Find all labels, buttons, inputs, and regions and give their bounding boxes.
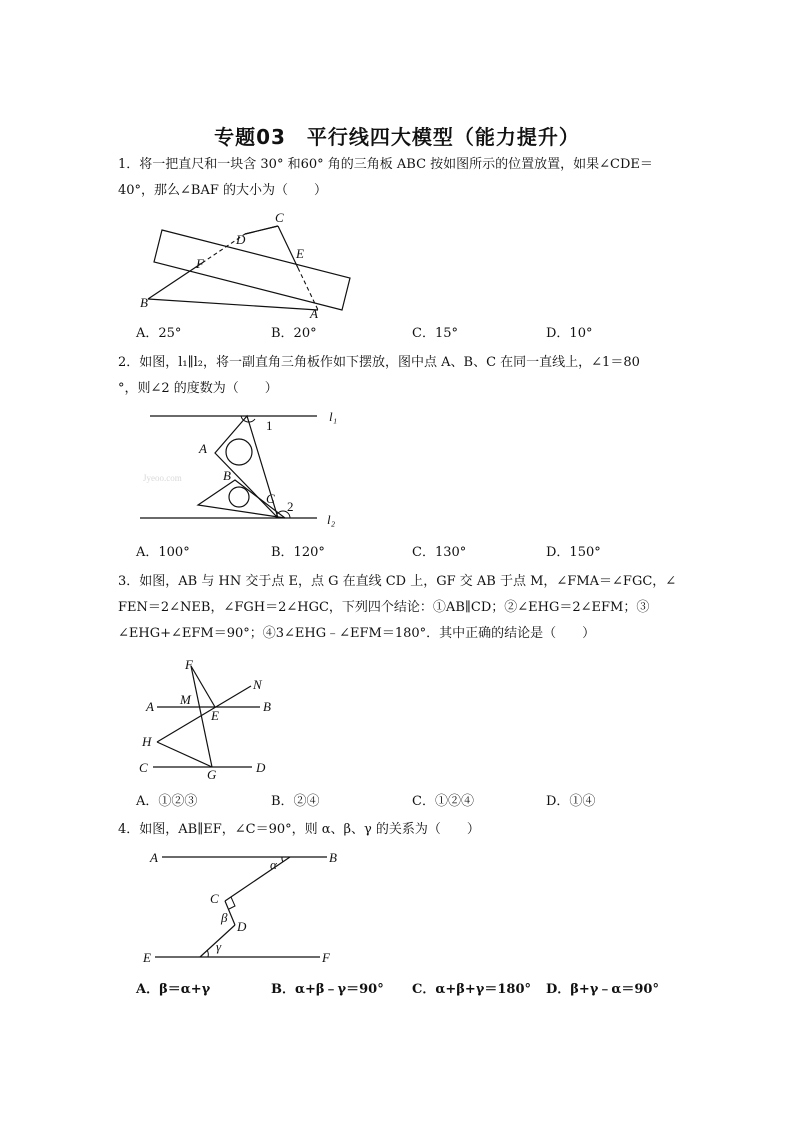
fig1-label-D: D [236,232,246,247]
question-3-line2: FEN＝2∠NEB，∠FGH＝2∠HGC，下列四个结论：①AB∥CD；②∠EHG＝2∠EFM；③ [118,600,650,615]
fig2-label-B: B [223,468,231,483]
line-FG [191,666,212,767]
question-4-options [136,978,676,998]
fig1-label-F: F [196,256,204,271]
fig3-label-F: F [185,657,193,672]
option-a[interactable]: A．β＝α+γ [136,982,211,997]
question-2-options [136,541,676,561]
fig3-label-E: E [211,708,219,723]
figure-3 [135,655,285,785]
question-1-line2: 40°，那么∠BAF 的大小为（ ） [118,183,328,198]
line-HN [157,686,251,742]
upper-triangle-hole [226,439,252,465]
ruler [154,230,350,310]
option-a[interactable]: A．①②③ [136,794,198,809]
fig1-label-E: E [296,246,304,261]
question-2-line2: °，则∠2 的度数为（ ） [118,381,278,396]
fig2-angle-2: 2 [287,499,294,514]
watermark: Jyeoo.com [143,473,182,483]
fig3-label-G: G [207,767,217,782]
question-1-line1: 1．将一把直尺和一块含 30° 和60° 角的三角板 ABC 按如图所示的位置放置，如果∠CDE＝ [118,157,653,172]
fig4-label-gamma: γ [216,939,222,954]
option-c[interactable]: C．①②④ [412,794,474,809]
fig3-label-D: D [256,760,266,775]
question-3 [118,569,678,647]
option-c[interactable]: C．α+β+γ＝180° [412,982,531,997]
fig3-label-N: N [253,677,262,692]
fig2-label-C: C [266,491,275,506]
question-1 [118,152,678,204]
fig3-label-B: B [263,699,271,714]
page-title: 专题03 平行线四大模型（能力提升） [214,125,580,149]
option-a[interactable]: A．25° [136,326,182,341]
fig1-label-C: C [275,210,284,225]
side-BA [148,299,318,310]
fig3-label-H: H [142,734,152,749]
side-BC-upper [245,226,278,234]
fig4-label-C: C [210,891,219,906]
figure-4 [140,845,350,970]
fig1-label-B: B [140,295,148,310]
line-FE [191,666,215,707]
question-2 [118,350,678,402]
gamma-arc [207,950,208,957]
option-b[interactable]: B．②④ [271,794,320,809]
fig2-label-l1: l₁ [329,409,338,424]
right-angle-mark [229,897,235,909]
fig1-label-A: A [310,306,318,321]
option-d[interactable]: D．150° [546,545,601,560]
question-4 [118,817,678,843]
fig4-label-beta: β [221,910,228,925]
question-2-line1: 2．如图，l₁∥l₂，将一副直角三角板作如下摆放，图中点 A、B、C 在同一直线上，∠1＝80 [118,355,640,370]
fig2-label-A: A [199,441,207,456]
question-1-options [136,322,676,342]
question-4-line1: 4．如图，AB∥EF，∠C＝90°，则 α、β、γ 的关系为（ ） [118,822,480,837]
fig4-label-E: E [143,950,151,965]
fig3-label-A: A [146,699,154,714]
fig4-label-B: B [329,850,337,865]
fig3-label-C: C [139,760,148,775]
line-HG [157,742,212,767]
fig2-label-l2: l₂ [327,512,336,527]
question-3-line1: 3．如图，AB 与 HN 交于点 E，点 G 在直线 CD 上，GF 交 AB 于点 M，∠FMA＝∠FGC，∠ [118,574,677,589]
option-b[interactable]: B．20° [271,326,317,341]
fig4-label-alpha: α [270,857,277,872]
question-3-options [136,790,676,810]
option-c[interactable]: C．15° [412,326,458,341]
option-b[interactable]: B．120° [271,545,325,560]
side-BC-solid [148,263,202,299]
segment-BC [225,857,290,901]
fig4-label-D: D [237,919,247,934]
option-a[interactable]: A．100° [136,545,190,560]
option-d[interactable]: D．β+γ﹣α＝90° [546,982,659,997]
fig2-angle-1: 1 [266,418,273,433]
option-d[interactable]: D．10° [546,326,593,341]
lower-triangle-hole [229,487,249,507]
option-d[interactable]: D．①④ [546,794,596,809]
fig4-label-F: F [322,950,330,965]
alpha-arc [282,857,283,862]
fig4-label-A: A [150,850,158,865]
fig3-label-M: M [180,692,191,707]
figure-2 [135,405,355,535]
option-b[interactable]: B．α+β﹣γ＝90° [271,982,384,997]
figure-1 [130,210,360,321]
question-3-line3: ∠EHG+∠EFM＝90°；④3∠EHG﹣∠EFM＝180°．其中正确的结论是（ ） [118,626,596,641]
option-c[interactable]: C．130° [412,545,467,560]
